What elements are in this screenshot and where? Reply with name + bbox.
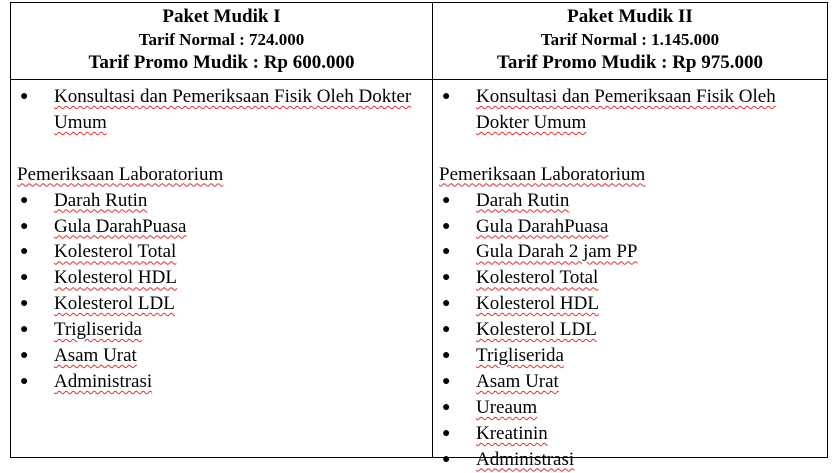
bullet-icon: ● — [442, 218, 451, 234]
package-items — [11, 80, 432, 395]
lab-item-label: Kolesterol HDL — [476, 293, 599, 315]
lab-section-label: Pemeriksaan Laboratorium — [439, 163, 646, 185]
bullet-icon: ● — [442, 373, 451, 389]
bullet-icon: ● — [442, 399, 451, 415]
bullet-icon: ● — [442, 89, 451, 104]
bullet-icon: ● — [20, 218, 29, 234]
consultation-text: Konsultasi dan Pemeriksaan Fisik Oleh Dokter Umum — [476, 86, 776, 133]
lab-item-label: Ureaum — [476, 396, 538, 418]
list-item — [11, 317, 432, 343]
promo-price: Tarif Promo Mudik : Rp 975.000 — [496, 52, 764, 73]
package-items — [433, 80, 827, 473]
list-item — [11, 369, 432, 395]
package-title: Paket Mudik I — [162, 6, 281, 27]
list-item — [11, 343, 432, 369]
bullet-icon: ● — [442, 192, 451, 208]
list-item — [433, 317, 827, 343]
lab-item-label: Kreatinin — [476, 422, 548, 444]
list-item — [433, 265, 827, 291]
lab-item-list — [433, 188, 827, 473]
lab-item-label: Darah Rutin — [476, 189, 570, 211]
package-column-2 — [433, 3, 827, 470]
lab-item-label: Gula DarahPuasa — [54, 215, 187, 237]
package-header — [11, 3, 432, 80]
lab-item-label: Trigliserida — [54, 319, 142, 341]
bullet-icon: ● — [20, 192, 29, 208]
bullet-icon: ● — [20, 373, 29, 389]
lab-item-list — [11, 188, 432, 395]
bullet-icon: ● — [442, 270, 451, 286]
package-title: Paket Mudik II — [567, 6, 693, 27]
lab-item-label: Kolesterol LDL — [476, 319, 597, 341]
lab-item-label: Administrasi — [476, 448, 575, 470]
lab-item-label: Trigliserida — [476, 345, 564, 367]
list-item — [11, 188, 432, 214]
bullet-icon: ● — [442, 348, 451, 364]
bullet-icon: ● — [20, 296, 29, 312]
list-item — [11, 214, 432, 240]
bullet-icon: ● — [20, 89, 29, 104]
consultation-text: Konsultasi dan Pemeriksaan Fisik Oleh Dokter Umum — [54, 86, 412, 133]
list-item — [433, 421, 827, 447]
lab-item-label: Gula DarahPuasa — [476, 215, 609, 237]
list-item — [433, 239, 827, 265]
normal-price: Tarif Normal : 724.000 — [138, 30, 305, 49]
bullet-icon: ● — [442, 296, 451, 312]
lab-item-label: Kolesterol LDL — [54, 293, 175, 315]
bullet-icon: ● — [442, 451, 451, 467]
bullet-icon: ● — [20, 244, 29, 260]
bullet-icon: ● — [20, 322, 29, 338]
list-item — [433, 291, 827, 317]
lab-item-label: Gula Darah 2 jam PP — [476, 241, 638, 263]
bullet-icon: ● — [20, 270, 29, 286]
promo-price: Tarif Promo Mudik : Rp 600.000 — [88, 52, 355, 73]
list-item — [433, 369, 827, 395]
lab-item-label: Darah Rutin — [54, 189, 148, 211]
lab-section-label: Pemeriksaan Laboratorium — [17, 163, 224, 185]
bullet-icon: ● — [442, 425, 451, 441]
lab-item-label: Asam Urat — [476, 370, 559, 392]
normal-price: Tarif Normal : 1.145.000 — [540, 30, 720, 49]
lab-item-label: Administrasi — [54, 370, 153, 392]
list-item — [11, 239, 432, 265]
package-table — [10, 2, 828, 470]
package-header — [433, 3, 827, 80]
list-item — [433, 214, 827, 240]
bullet-icon: ● — [442, 322, 451, 338]
bullet-icon: ● — [442, 244, 451, 260]
lab-item-label: Kolesterol Total — [54, 241, 177, 263]
list-item — [11, 291, 432, 317]
list-item — [433, 188, 827, 214]
list-item — [433, 343, 827, 369]
lab-item-label: Kolesterol HDL — [54, 267, 177, 289]
bullet-icon: ● — [20, 348, 29, 364]
lab-item-label: Asam Urat — [54, 345, 137, 367]
list-item — [11, 84, 432, 136]
list-item — [433, 395, 827, 421]
package-column-1 — [11, 3, 433, 457]
lab-item-label: Kolesterol Total — [476, 267, 599, 289]
list-item — [11, 265, 432, 291]
list-item — [433, 84, 827, 136]
